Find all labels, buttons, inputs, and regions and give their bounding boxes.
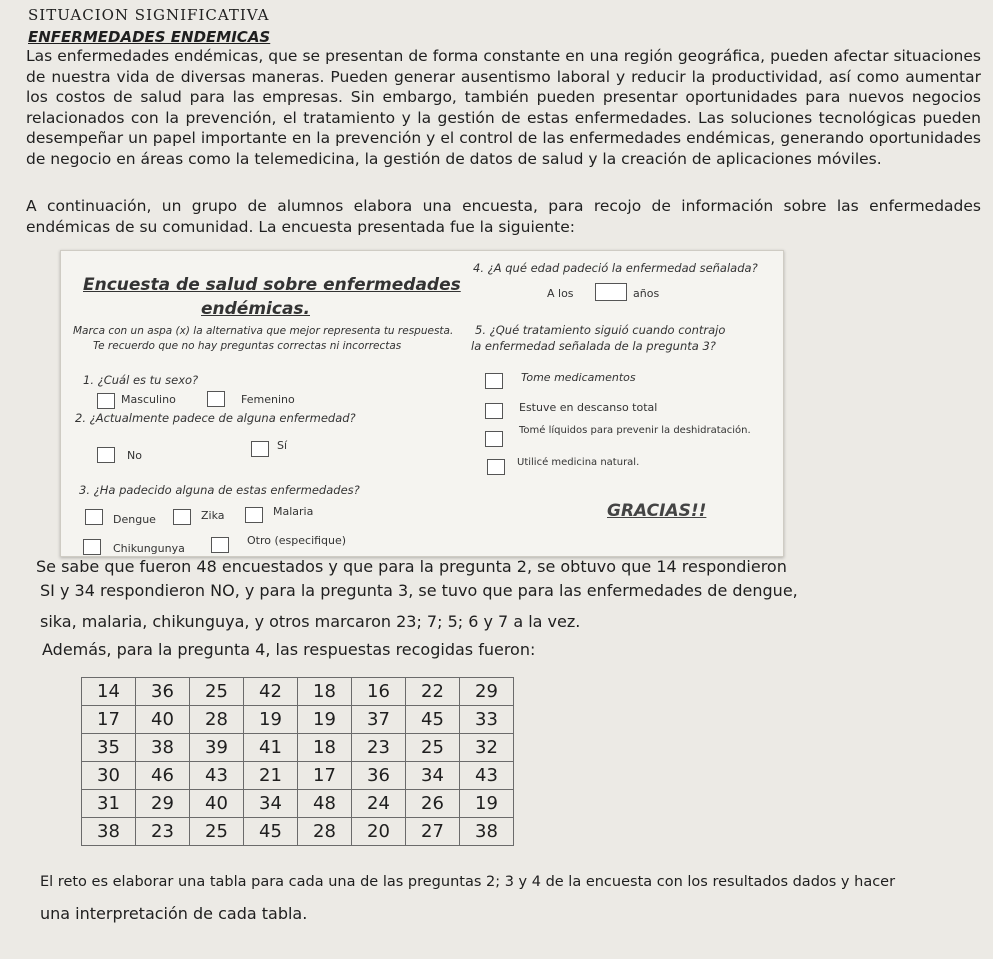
question-1: 1. ¿Cuál es tu sexo? [83, 373, 199, 387]
checkbox-medicamentos[interactable] [485, 373, 503, 389]
option-chikungunya: Chikungunya [113, 542, 185, 555]
question-2: 2. ¿Actualmente padece de alguna enfermedad? [75, 411, 356, 425]
body-line: sika, malaria, chikunguya, y otros marcaron 23; 7; 5; 6 y 7 a la vez. [40, 612, 581, 631]
option-medicamentos: Tome medicamentos [521, 371, 636, 384]
table-cell: 45 [244, 818, 298, 846]
option-liquidos: Tomé líquidos para prevenir la deshidratación. [519, 425, 751, 436]
table-cell: 16 [352, 678, 406, 706]
table-row [82, 790, 514, 818]
option-si: Sí [277, 439, 288, 452]
table-cell: 35 [82, 734, 136, 762]
table-cell: 20 [352, 818, 406, 846]
table-cell: 14 [82, 678, 136, 706]
table-cell: 17 [82, 706, 136, 734]
table-cell: 18 [298, 678, 352, 706]
table-cell: 43 [190, 762, 244, 790]
table-cell: 32 [460, 734, 514, 762]
question-5: 5. ¿Qué tratamiento siguió cuando contrajo [475, 323, 726, 337]
checkbox-dengue[interactable] [85, 509, 103, 525]
option-medicina-natural: Utilicé medicina natural. [517, 457, 640, 468]
intro-paragraph: Las enfermedades endémicas, que se presentan de forma constante en una región geográfica, pueden afectar situaciones de nuestra vida de diversas maneras. Pueden generar ausentismo laboral y reducir la productividad, así como aumentar los costos de salud para las empresas. Sin embargo, también pueden presentar oportunidades para nuevos negocios relacionados con la prevención, el tratamiento y la gestión de estas enfermedades. Las soluciones tecnológicas pueden desempeñar un papel importante en la prevención y el control de las enfermedades endémicas, generando oportunidades de negocio en áreas como la telemedicina, la gestión de datos de salud y la creación de aplicaciones móviles. [26, 47, 981, 168]
survey-card [60, 250, 784, 557]
table-cell: 45 [406, 706, 460, 734]
table-cell: 40 [136, 706, 190, 734]
table-cell: 27 [406, 818, 460, 846]
table-cell: 43 [460, 762, 514, 790]
table-row [82, 678, 514, 706]
survey-instruction-2: Te recuerdo que no hay preguntas correctas ni incorrectas [93, 340, 402, 352]
table-cell: 33 [460, 706, 514, 734]
final-text-line2: una interpretación de cada tabla. [40, 904, 308, 923]
table-cell: 38 [82, 818, 136, 846]
table-cell: 28 [298, 818, 352, 846]
final-text: El reto es elaborar una tabla para cada una de las preguntas 2; 3 y 4 de la encuesta con los resultados dados y hacer [40, 874, 896, 890]
table-cell: 21 [244, 762, 298, 790]
table-cell: 48 [298, 790, 352, 818]
checkbox-chikungunya[interactable] [83, 539, 101, 555]
option-malaria: Malaria [273, 505, 314, 518]
question-5-line2: la enfermedad señalada de la pregunta 3? [471, 339, 716, 353]
subtitle: ENFERMEDADES ENDEMICAS [28, 28, 271, 46]
checkbox-malaria[interactable] [245, 507, 263, 523]
option-no: No [127, 449, 142, 462]
checkbox-medicina-natural[interactable] [487, 459, 505, 475]
question-4: 4. ¿A qué edad padeció la enfermedad señalada? [473, 261, 758, 275]
survey-instruction: Marca con un aspa (x) la alternativa que mejor representa tu respuesta. [73, 325, 454, 337]
checkbox-no[interactable] [97, 447, 115, 463]
table-cell: 25 [406, 734, 460, 762]
option-zika: Zika [201, 509, 225, 522]
table-row [82, 762, 514, 790]
table-row [82, 706, 514, 734]
table-cell: 23 [136, 818, 190, 846]
q4-prefix: A los [547, 287, 574, 300]
option-otro: Otro (especifique) [247, 534, 347, 547]
section-title: SITUACION SIGNIFICATIVA [28, 6, 270, 24]
table-cell: 19 [298, 706, 352, 734]
age-input-box[interactable] [595, 283, 627, 301]
table-cell: 23 [352, 734, 406, 762]
intro-paragraph-2: A continuación, un grupo de alumnos elabora una encuesta, para recojo de información sobre las enfermedades endémicas de su comunidad. La encuesta presentada fue la siguiente: [26, 197, 981, 236]
thanks-text: GRACIAS!! [607, 501, 707, 521]
checkbox-liquidos[interactable] [485, 431, 503, 447]
checkbox-si[interactable] [251, 441, 269, 457]
checkbox-otro[interactable] [211, 537, 229, 553]
option-masculino: Masculino [121, 393, 176, 406]
table-cell: 19 [244, 706, 298, 734]
table-cell: 28 [190, 706, 244, 734]
table-cell: 38 [136, 734, 190, 762]
table-cell: 18 [298, 734, 352, 762]
table-cell: 25 [190, 678, 244, 706]
table-cell: 25 [190, 818, 244, 846]
table-cell: 17 [298, 762, 352, 790]
ages-table [81, 677, 514, 846]
table-cell: 41 [244, 734, 298, 762]
question-3: 3. ¿Ha padecido alguna de estas enfermedades? [79, 483, 360, 497]
checkbox-femenino[interactable] [207, 391, 225, 407]
table-cell: 34 [406, 762, 460, 790]
table-cell: 30 [82, 762, 136, 790]
table-cell: 36 [136, 678, 190, 706]
option-dengue: Dengue [113, 513, 156, 526]
survey-title: Encuesta de salud sobre enfermedades [83, 275, 461, 295]
table-cell: 36 [352, 762, 406, 790]
table-cell: 40 [190, 790, 244, 818]
table-row [82, 818, 514, 846]
table-cell: 26 [406, 790, 460, 818]
table-cell: 31 [82, 790, 136, 818]
table-cell: 29 [460, 678, 514, 706]
checkbox-masculino[interactable] [97, 393, 115, 409]
table-cell: 46 [136, 762, 190, 790]
table-cell: 38 [460, 818, 514, 846]
survey-title-line2: endémicas. [201, 299, 310, 319]
table-cell: 39 [190, 734, 244, 762]
table-cell: 29 [136, 790, 190, 818]
body-line: Además, para la pregunta 4, las respuestas recogidas fueron: [42, 640, 536, 659]
option-femenino: Femenino [241, 393, 295, 406]
table-cell: 42 [244, 678, 298, 706]
table-cell: 24 [352, 790, 406, 818]
checkbox-zika[interactable] [173, 509, 191, 525]
q4-suffix: años [633, 287, 660, 300]
body-line: SI y 34 respondieron NO, y para la pregunta 3, se tuvo que para las enfermedades de dengue, [40, 581, 798, 600]
body-line: Se sabe que fueron 48 encuestados y que para la pregunta 2, se obtuvo que 14 respondieron [36, 557, 787, 576]
table-cell: 22 [406, 678, 460, 706]
option-descanso: Estuve en descanso total [519, 401, 658, 414]
checkbox-descanso[interactable] [485, 403, 503, 419]
table-cell: 19 [460, 790, 514, 818]
table-row [82, 734, 514, 762]
table-cell: 37 [352, 706, 406, 734]
table-cell: 34 [244, 790, 298, 818]
